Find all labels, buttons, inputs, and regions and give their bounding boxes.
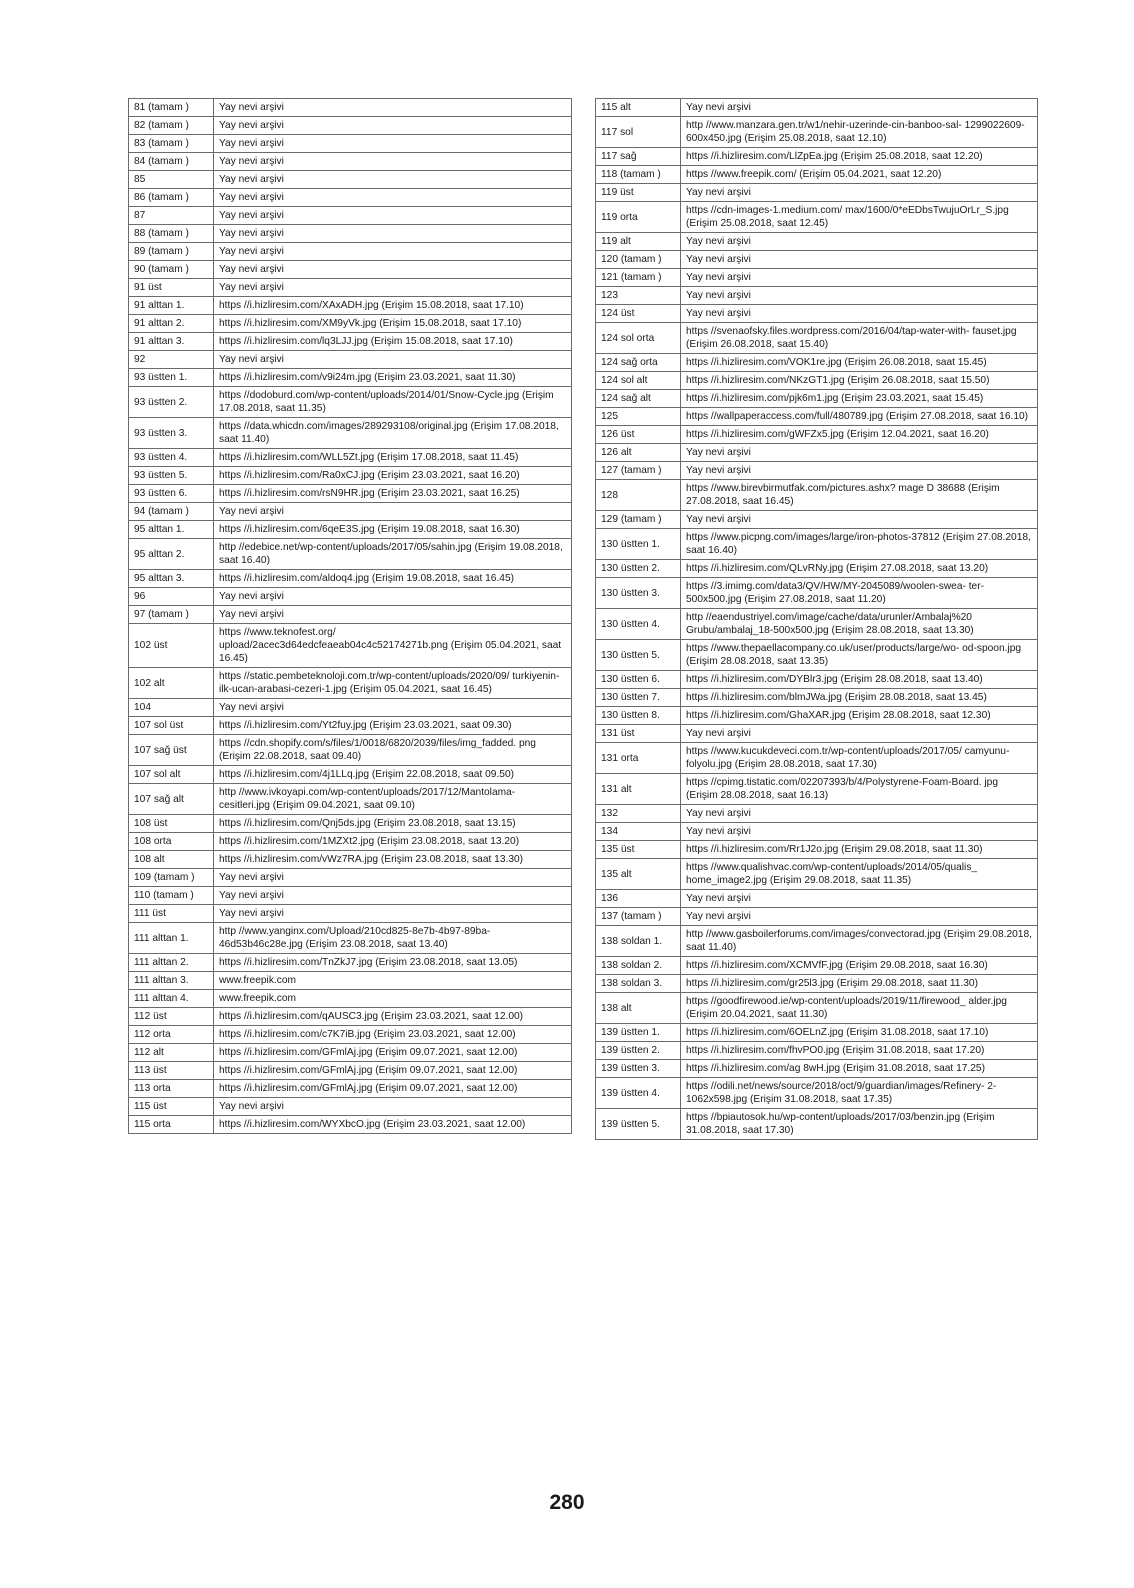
table-row [129, 521, 572, 539]
page-ref-cell: 132 [596, 805, 681, 823]
page-ref-cell: 120 (tamam ) [596, 251, 681, 269]
table-row [596, 511, 1038, 529]
page-ref-cell: 95 alttan 1. [129, 521, 214, 539]
page-ref-cell: 91 alttan 2. [129, 315, 214, 333]
table-row [129, 467, 572, 485]
source-cell: Yay nevi arşivi [681, 251, 1038, 269]
source-cell: Yay nevi arşivi [214, 261, 572, 279]
source-cell: Yay nevi arşivi [681, 462, 1038, 480]
source-cell: https //i.hizliresim.com/4j1LLq.jpg (Erişim 22.08.2018, saat 09.50) [214, 766, 572, 784]
table-row [129, 1026, 572, 1044]
page-ref-cell: 127 (tamam ) [596, 462, 681, 480]
table-row [596, 993, 1038, 1024]
page-ref-cell: 121 (tamam ) [596, 269, 681, 287]
table-row [129, 351, 572, 369]
source-cell: https //i.hizliresim.com/pjk6m1.jpg (Erişim 23.03.2021, saat 15.45) [681, 390, 1038, 408]
page-ref-cell: 110 (tamam ) [129, 887, 214, 905]
page-ref-cell: 108 alt [129, 851, 214, 869]
source-cell: https //i.hizliresim.com/lq3LJJ.jpg (Erişim 15.08.2018, saat 17.10) [214, 333, 572, 351]
page-ref-cell: 83 (tamam ) [129, 135, 214, 153]
table-row [596, 354, 1038, 372]
table-row [596, 148, 1038, 166]
table-row [596, 578, 1038, 609]
page-ref-cell: 139 üstten 2. [596, 1042, 681, 1060]
table-row [129, 570, 572, 588]
source-cell: Yay nevi arşivi [214, 1098, 572, 1116]
source-cell: https //goodfirewood.ie/wp-content/uploads/2019/11/firewood_ alder.jpg (Erişim 20.04.2021, saat 11.30) [681, 993, 1038, 1024]
page-ref-cell: 139 üstten 5. [596, 1109, 681, 1140]
table-row [129, 905, 572, 923]
source-cell: https //i.hizliresim.com/qAUSC3.jpg (Erişim 23.03.2021, saat 12.00) [214, 1008, 572, 1026]
page-ref-cell: 107 sağ alt [129, 784, 214, 815]
table-row [129, 1116, 572, 1134]
table-row [129, 851, 572, 869]
source-cell: https //i.hizliresim.com/Qnj5ds.jpg (Erişim 23.08.2018, saat 13.15) [214, 815, 572, 833]
page-ref-cell: 97 (tamam ) [129, 606, 214, 624]
page-ref-cell: 130 üstten 2. [596, 560, 681, 578]
source-cell: https //i.hizliresim.com/6OELnZ.jpg (Erişim 31.08.2018, saat 17.10) [681, 1024, 1038, 1042]
page-ref-cell: 86 (tamam ) [129, 189, 214, 207]
page-ref-cell: 108 orta [129, 833, 214, 851]
table-row [596, 323, 1038, 354]
page-ref-cell: 93 üstten 1. [129, 369, 214, 387]
source-cell: https //www.qualishvac.com/wp-content/uploads/2014/05/qualis_ home_image2.jpg (Erişim 29.08.2018, saat 11.35) [681, 859, 1038, 890]
source-cell: http //www.gasboilerforums.com/images/convectorad.jpg (Erişim 29.08.2018, saat 11.40) [681, 926, 1038, 957]
page-ref-cell: 135 alt [596, 859, 681, 890]
source-cell: https //cpimg.tistatic.com/02207393/b/4/Polystyrene-Foam-Board. jpg (Erişim 28.08.2018, saat 16.13) [681, 774, 1038, 805]
page-ref-cell: 91 alttan 1. [129, 297, 214, 315]
table-row [596, 390, 1038, 408]
table-row [129, 135, 572, 153]
source-cell: http //www.ivkoyapi.com/wp-content/uploads/2017/12/Mantolama- cesitleri.jpg (Erişim 09.04.2021, saat 09.10) [214, 784, 572, 815]
source-cell: https //www.picpng.com/images/large/iron-photos-37812 (Erişim 27.08.2018, saat 16.40) [681, 529, 1038, 560]
table-row [596, 480, 1038, 511]
source-cell: https //i.hizliresim.com/1MZXt2.jpg (Erişim 23.08.2018, saat 13.20) [214, 833, 572, 851]
source-cell: https //www.thepaellacompany.co.uk/user/products/large/wo- od-spoon.jpg (Erişim 28.08.2018, saat 13.35) [681, 640, 1038, 671]
source-cell: https //3.imimg.com/data3/QV/HW/MY-2045089/woolen-swea- ter-500x500.jpg (Erişim 27.08.2018, saat 11.20) [681, 578, 1038, 609]
table-row [129, 333, 572, 351]
source-cell: https //cdn-images-1.medium.com/ max/1600/0*eEDbsTwujuOrLr_S.jpg (Erişim 25.08.2018, saat 12.45) [681, 202, 1038, 233]
page-ref-cell: 124 sağ alt [596, 390, 681, 408]
source-cell: Yay nevi arşivi [214, 99, 572, 117]
source-cell: Yay nevi arşivi [214, 279, 572, 297]
page-ref-cell: 113 orta [129, 1080, 214, 1098]
source-cell: https //i.hizliresim.com/Ra0xCJ.jpg (Erişim 23.03.2021, saat 16.20) [214, 467, 572, 485]
page-ref-cell: 124 sol orta [596, 323, 681, 354]
source-cell: Yay nevi arşivi [681, 287, 1038, 305]
credits-table-left [128, 98, 572, 1134]
table-row [129, 449, 572, 467]
table-row [129, 225, 572, 243]
source-cell: https //i.hizliresim.com/DYBlr3.jpg (Erişim 28.08.2018, saat 13.40) [681, 671, 1038, 689]
table-row [596, 671, 1038, 689]
table-row [596, 890, 1038, 908]
table-row [596, 184, 1038, 202]
source-cell: https //i.hizliresim.com/Yt2fuy.jpg (Erişim 23.03.2021, saat 09.30) [214, 717, 572, 735]
table-row [129, 606, 572, 624]
page-ref-cell: 135 üst [596, 841, 681, 859]
page-ref-cell: 107 sol üst [129, 717, 214, 735]
source-cell: https //i.hizliresim.com/Rr1J2o.jpg (Erişim 29.08.2018, saat 11.30) [681, 841, 1038, 859]
table-row [129, 668, 572, 699]
source-cell: Yay nevi arşivi [681, 908, 1038, 926]
page-ref-cell: 92 [129, 351, 214, 369]
source-cell: https //www.kucukdeveci.com.tr/wp-content/uploads/2017/05/ camyunu-folyolu.jpg (Erişim 28.08.2018, saat 17.30) [681, 743, 1038, 774]
table-row [129, 539, 572, 570]
source-cell: https //i.hizliresim.com/XM9yVk.jpg (Erişim 15.08.2018, saat 17.10) [214, 315, 572, 333]
source-cell: https //i.hizliresim.com/NKzGT1.jpg (Erişim 26.08.2018, saat 15.50) [681, 372, 1038, 390]
source-cell: https //i.hizliresim.com/ag 8wH.jpg (Erişim 31.08.2018, saat 17.25) [681, 1060, 1038, 1078]
page-ref-cell: 109 (tamam ) [129, 869, 214, 887]
source-cell: https //www.teknofest.org/ upload/2acec3d64edcfeaeab04c4c52174271b.png (Erişim 05.04.2021, saat 16.45) [214, 624, 572, 668]
table-row [596, 372, 1038, 390]
table-row [129, 99, 572, 117]
page-ref-cell: 85 [129, 171, 214, 189]
table-row [596, 609, 1038, 640]
source-cell: https //i.hizliresim.com/GFmlAj.jpg (Erişim 09.07.2021, saat 12.00) [214, 1062, 572, 1080]
source-cell: https //bpiautosok.hu/wp-content/uploads/2017/03/benzin.jpg (Erişim 31.08.2018, saat 17.30) [681, 1109, 1038, 1140]
page-ref-cell: 93 üstten 6. [129, 485, 214, 503]
table-row [596, 560, 1038, 578]
table-row [596, 841, 1038, 859]
source-cell: https //i.hizliresim.com/QLvRNy.jpg (Erişim 27.08.2018, saat 13.20) [681, 560, 1038, 578]
source-cell: https //i.hizliresim.com/GFmlAj.jpg (Erişim 09.07.2021, saat 12.00) [214, 1080, 572, 1098]
table-row [129, 735, 572, 766]
table-row [129, 1008, 572, 1026]
table-row [129, 485, 572, 503]
page-ref-cell: 119 üst [596, 184, 681, 202]
page-ref-cell: 112 alt [129, 1044, 214, 1062]
table-row [596, 908, 1038, 926]
source-cell: Yay nevi arşivi [214, 887, 572, 905]
credits-table-right [595, 98, 1038, 1140]
page-ref-cell: 130 üstten 6. [596, 671, 681, 689]
table-row [596, 99, 1038, 117]
source-cell: https //i.hizliresim.com/GhaXAR.jpg (Erişim 28.08.2018, saat 12.30) [681, 707, 1038, 725]
source-cell: https //i.hizliresim.com/c7K7iB.jpg (Erişim 23.03.2021, saat 12.00) [214, 1026, 572, 1044]
table-row [129, 954, 572, 972]
page-ref-cell: 104 [129, 699, 214, 717]
page-ref-cell: 117 sağ [596, 148, 681, 166]
table-row [596, 1060, 1038, 1078]
source-cell: http //eaendustriyel.com/image/cache/data/urunler/Ambalaj%20 Grubu/ambalaj_18-500x500.jpg (Erişim 28.08.2018, saat 13.30) [681, 609, 1038, 640]
source-cell: https //i.hizliresim.com/XAxADH.jpg (Erişim 15.08.2018, saat 17.10) [214, 297, 572, 315]
table-row [129, 1080, 572, 1098]
source-cell: Yay nevi arşivi [214, 243, 572, 261]
page-ref-cell: 93 üstten 4. [129, 449, 214, 467]
page-ref-cell: 102 üst [129, 624, 214, 668]
page-ref-cell: 125 [596, 408, 681, 426]
page-ref-cell: 130 üstten 4. [596, 609, 681, 640]
source-cell: Yay nevi arşivi [681, 725, 1038, 743]
page-ref-cell: 138 soldan 3. [596, 975, 681, 993]
page-ref-cell: 93 üstten 3. [129, 418, 214, 449]
page-ref-cell: 138 soldan 2. [596, 957, 681, 975]
table-row [596, 926, 1038, 957]
source-cell: Yay nevi arşivi [214, 905, 572, 923]
source-cell: https //i.hizliresim.com/VOK1re.jpg (Erişim 26.08.2018, saat 15.45) [681, 354, 1038, 372]
source-cell: https //i.hizliresim.com/v9i24m.jpg (Erişim 23.03.2021, saat 11.30) [214, 369, 572, 387]
page-ref-cell: 123 [596, 287, 681, 305]
source-cell: https //i.hizliresim.com/gr25l3.jpg (Erişim 29.08.2018, saat 11.30) [681, 975, 1038, 993]
page-ref-cell: 112 orta [129, 1026, 214, 1044]
table-row [596, 529, 1038, 560]
page-ref-cell: 130 üstten 3. [596, 578, 681, 609]
source-cell: Yay nevi arşivi [681, 269, 1038, 287]
page-ref-cell: 89 (tamam ) [129, 243, 214, 261]
page-ref-cell: 115 üst [129, 1098, 214, 1116]
table-row [129, 833, 572, 851]
page-ref-cell: 111 alttan 2. [129, 954, 214, 972]
page-ref-cell: 91 alttan 3. [129, 333, 214, 351]
table-row [129, 171, 572, 189]
page-ref-cell: 113 üst [129, 1062, 214, 1080]
page-ref-cell: 87 [129, 207, 214, 225]
page-ref-cell: 124 sol alt [596, 372, 681, 390]
page-ref-cell: 118 (tamam ) [596, 166, 681, 184]
table-row [129, 972, 572, 990]
table-row [129, 279, 572, 297]
source-cell: https //i.hizliresim.com/fhvPO0.jpg (Erişim 31.08.2018, saat 17.20) [681, 1042, 1038, 1060]
page-ref-cell: 95 alttan 3. [129, 570, 214, 588]
source-cell: https //static.pembeteknoloji.com.tr/wp-content/uploads/2020/09/ turkiyenin-ilk-ucan-arabasi-cezeri-1.jpg (Erişim 05.04.2021, saat 16.45) [214, 668, 572, 699]
source-cell: Yay nevi arşivi [681, 444, 1038, 462]
table-row [129, 207, 572, 225]
page-ref-cell: 95 alttan 2. [129, 539, 214, 570]
table-row [596, 117, 1038, 148]
source-cell: Yay nevi arşivi [681, 305, 1038, 323]
table-row [596, 444, 1038, 462]
table-row [129, 624, 572, 668]
page-ref-cell: 96 [129, 588, 214, 606]
page-ref-cell: 138 alt [596, 993, 681, 1024]
page-ref-cell: 107 sağ üst [129, 735, 214, 766]
source-cell: Yay nevi arşivi [681, 511, 1038, 529]
page-ref-cell: 124 sağ orta [596, 354, 681, 372]
table-row [596, 743, 1038, 774]
page-ref-cell: 115 orta [129, 1116, 214, 1134]
source-cell: https //dodoburd.com/wp-content/uploads/2014/01/Snow-Cycle.jpg (Erişim 17.08.2018, saat 11.35) [214, 387, 572, 418]
source-cell: http //www.manzara.gen.tr/w1/nehir-uzerinde-cin-banboo-sal- 1299022609-600x450.jpg (Erişim 25.08.2018, saat 12.10) [681, 117, 1038, 148]
source-cell: Yay nevi arşivi [681, 890, 1038, 908]
page-ref-cell: 111 üst [129, 905, 214, 923]
table-row [596, 707, 1038, 725]
page-ref-cell: 90 (tamam ) [129, 261, 214, 279]
source-cell: https //i.hizliresim.com/vWz7RA.jpg (Erişim 23.08.2018, saat 13.30) [214, 851, 572, 869]
source-cell: https //www.freepik.com/ (Erişim 05.04.2021, saat 12.20) [681, 166, 1038, 184]
page-ref-cell: 130 üstten 8. [596, 707, 681, 725]
source-cell: https //i.hizliresim.com/6qeE3S.jpg (Erişim 19.08.2018, saat 16.30) [214, 521, 572, 539]
table-row [596, 823, 1038, 841]
table-row [596, 408, 1038, 426]
table-row [129, 699, 572, 717]
table-row [129, 1044, 572, 1062]
page-ref-cell: 136 [596, 890, 681, 908]
table-row [129, 869, 572, 887]
table-row [596, 1024, 1038, 1042]
source-cell: https //i.hizliresim.com/WLL5Zt.jpg (Erişim 17.08.2018, saat 11.45) [214, 449, 572, 467]
table-row [596, 1078, 1038, 1109]
table-row [596, 233, 1038, 251]
table-row [129, 297, 572, 315]
source-cell: https //i.hizliresim.com/LlZpEa.jpg (Erişim 25.08.2018, saat 12.20) [681, 148, 1038, 166]
source-cell: https //i.hizliresim.com/aldoq4.jpg (Erişim 19.08.2018, saat 16.45) [214, 570, 572, 588]
source-cell: https //i.hizliresim.com/gWFZx5.jpg (Erişim 12.04.2021, saat 16.20) [681, 426, 1038, 444]
page-ref-cell: 84 (tamam ) [129, 153, 214, 171]
table-row [129, 315, 572, 333]
page-ref-cell: 130 üstten 5. [596, 640, 681, 671]
table-row [129, 387, 572, 418]
table-row [596, 640, 1038, 671]
page-ref-cell: 111 alttan 4. [129, 990, 214, 1008]
source-cell: https //i.hizliresim.com/XCMVfF.jpg (Erişim 29.08.2018, saat 16.30) [681, 957, 1038, 975]
page-ref-cell: 102 alt [129, 668, 214, 699]
table-row [596, 774, 1038, 805]
page-ref-cell: 93 üstten 5. [129, 467, 214, 485]
page-ref-cell: 131 üst [596, 725, 681, 743]
source-cell: Yay nevi arşivi [214, 153, 572, 171]
table-row [129, 1098, 572, 1116]
left-column [128, 98, 572, 1134]
table-row [596, 859, 1038, 890]
page-ref-cell: 112 üst [129, 1008, 214, 1026]
source-cell: https //cdn.shopify.com/s/files/1/0018/6820/2039/files/img_fadded. png (Erişim 22.08.2018, saat 09.40) [214, 735, 572, 766]
source-cell: http //www.yanginx.com/Upload/210cd825-8e7b-4b97-89ba- 46d53b46c28e.jpg (Erişim 23.08.2018, saat 13.40) [214, 923, 572, 954]
page-ref-cell: 130 üstten 1. [596, 529, 681, 560]
table-row [596, 251, 1038, 269]
source-cell: www.freepik.com [214, 990, 572, 1008]
page-ref-cell: 119 alt [596, 233, 681, 251]
table-row [129, 990, 572, 1008]
table-row [129, 717, 572, 735]
table-row [129, 117, 572, 135]
table-row [596, 202, 1038, 233]
source-cell: https //wallpaperaccess.com/full/480789.jpg (Erişim 27.08.2018, saat 16.10) [681, 408, 1038, 426]
page-ref-cell: 134 [596, 823, 681, 841]
source-cell: Yay nevi arşivi [214, 135, 572, 153]
source-cell: https //i.hizliresim.com/rsN9HR.jpg (Erişim 23.03.2021, saat 16.25) [214, 485, 572, 503]
source-cell: http //edebice.net/wp-content/uploads/2017/05/sahin.jpg (Erişim 19.08.2018, saat 16.40) [214, 539, 572, 570]
page-ref-cell: 107 sol alt [129, 766, 214, 784]
table-row [596, 957, 1038, 975]
table-row [129, 189, 572, 207]
table-row [129, 503, 572, 521]
page-ref-cell: 88 (tamam ) [129, 225, 214, 243]
page-ref-cell: 81 (tamam ) [129, 99, 214, 117]
source-cell: Yay nevi arşivi [681, 823, 1038, 841]
page-ref-cell: 131 alt [596, 774, 681, 805]
table-row [129, 887, 572, 905]
table-row [129, 815, 572, 833]
page-ref-cell: 126 alt [596, 444, 681, 462]
source-cell: Yay nevi arşivi [214, 207, 572, 225]
source-cell: Yay nevi arşivi [214, 503, 572, 521]
table-row [129, 923, 572, 954]
page-ref-cell: 139 üstten 4. [596, 1078, 681, 1109]
page-ref-cell: 139 üstten 3. [596, 1060, 681, 1078]
source-cell: Yay nevi arşivi [214, 225, 572, 243]
page-number: 280 [549, 1491, 585, 1514]
source-cell: Yay nevi arşivi [214, 117, 572, 135]
table-row [596, 1109, 1038, 1140]
page-ref-cell: 130 üstten 7. [596, 689, 681, 707]
table-row [129, 153, 572, 171]
source-cell: Yay nevi arşivi [681, 805, 1038, 823]
table-row [596, 287, 1038, 305]
page-ref-cell: 111 alttan 3. [129, 972, 214, 990]
table-row [596, 426, 1038, 444]
page-ref-cell: 119 orta [596, 202, 681, 233]
table-row [129, 766, 572, 784]
table-row [596, 166, 1038, 184]
table-row [129, 1062, 572, 1080]
page-ref-cell: 82 (tamam ) [129, 117, 214, 135]
source-cell: https //i.hizliresim.com/WYXbcO.jpg (Erişim 23.03.2021, saat 12.00) [214, 1116, 572, 1134]
page-ref-cell: 94 (tamam ) [129, 503, 214, 521]
page-ref-cell: 129 (tamam ) [596, 511, 681, 529]
source-cell: https //svenaofsky.files.wordpress.com/2016/04/tap-water-with- fauset.jpg (Erişim 26.08.2018, saat 15.40) [681, 323, 1038, 354]
table-row [596, 1042, 1038, 1060]
source-cell: https //odili.net/news/source/2018/oct/9/guardian/images/Refinery- 2-1062x598.jpg (Erişim 31.08.2018, saat 17.35) [681, 1078, 1038, 1109]
source-cell: https //i.hizliresim.com/TnZkJ7.jpg (Erişim 23.08.2018, saat 13.05) [214, 954, 572, 972]
page-ref-cell: 139 üstten 1. [596, 1024, 681, 1042]
table-row [596, 305, 1038, 323]
source-cell: https //data.whicdn.com/images/289293108/original.jpg (Erişim 17.08.2018, saat 11.40) [214, 418, 572, 449]
table-row [129, 369, 572, 387]
page-ref-cell: 137 (tamam ) [596, 908, 681, 926]
page-ref-cell: 108 üst [129, 815, 214, 833]
page-ref-cell: 128 [596, 480, 681, 511]
page-ref-cell: 124 üst [596, 305, 681, 323]
page-ref-cell: 91 üst [129, 279, 214, 297]
table-row [129, 418, 572, 449]
table-row [596, 805, 1038, 823]
source-cell: https //www.birevbirmutfak.com/pictures.ashx? mage D 38688 (Erişim 27.08.2018, saat 16.45) [681, 480, 1038, 511]
page-ref-cell: 138 soldan 1. [596, 926, 681, 957]
source-cell: www.freepik.com [214, 972, 572, 990]
source-cell: Yay nevi arşivi [214, 606, 572, 624]
source-cell: Yay nevi arşivi [214, 171, 572, 189]
page-ref-cell: 93 üstten 2. [129, 387, 214, 418]
table-row [596, 725, 1038, 743]
page-ref-cell: 117 sol [596, 117, 681, 148]
table-row [129, 261, 572, 279]
source-cell: Yay nevi arşivi [214, 588, 572, 606]
source-cell: https //i.hizliresim.com/blmJWa.jpg (Erişim 28.08.2018, saat 13.45) [681, 689, 1038, 707]
page-ref-cell: 126 üst [596, 426, 681, 444]
source-cell: Yay nevi arşivi [214, 869, 572, 887]
table-row [596, 975, 1038, 993]
page-ref-cell: 111 alttan 1. [129, 923, 214, 954]
source-cell: Yay nevi arşivi [681, 184, 1038, 202]
table-row [596, 269, 1038, 287]
table-row [129, 588, 572, 606]
right-column [595, 98, 1038, 1140]
table-row [596, 462, 1038, 480]
page-ref-cell: 115 alt [596, 99, 681, 117]
table-row [129, 243, 572, 261]
source-cell: https //i.hizliresim.com/GFmlAj.jpg (Erişim 09.07.2021, saat 12.00) [214, 1044, 572, 1062]
page-ref-cell: 131 orta [596, 743, 681, 774]
source-cell: Yay nevi arşivi [214, 189, 572, 207]
table-row [129, 784, 572, 815]
source-cell: Yay nevi arşivi [681, 99, 1038, 117]
source-cell: Yay nevi arşivi [214, 351, 572, 369]
source-cell: Yay nevi arşivi [214, 699, 572, 717]
source-cell: Yay nevi arşivi [681, 233, 1038, 251]
table-row [596, 689, 1038, 707]
